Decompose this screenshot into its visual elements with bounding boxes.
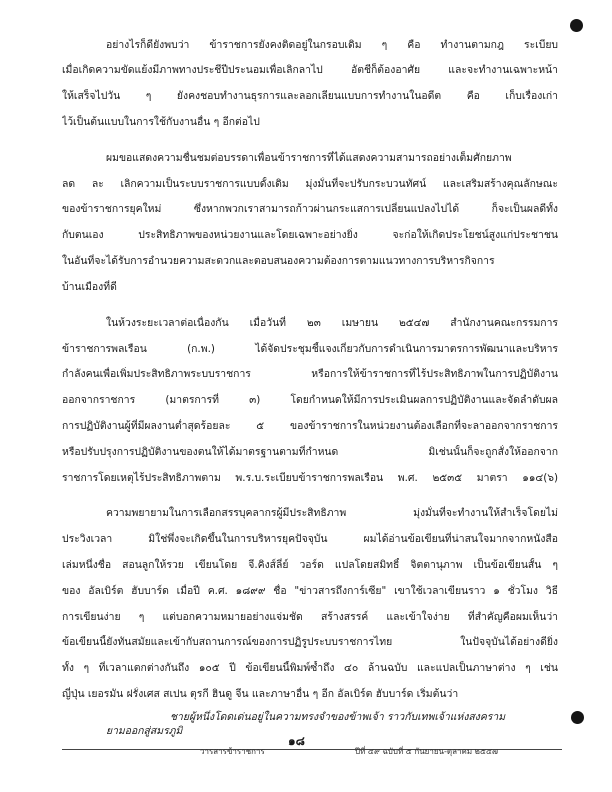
body-line: ความพยายามในการเลือกสรรบุคลากรผู้มีประสิทธิภาพ มุ่งมั่นที่จะทำงานให้สำเร็จโดยไม่ xyxy=(106,507,558,519)
body-line: ออกจากราชการ (มาตรการที่ ๓) โดยกำหนดให้มีการประเมินผลการปฏิบัติงานและจัดลำดับผล xyxy=(62,394,558,406)
page-number: ๑๘ xyxy=(288,734,305,748)
journal-name: วารสารข้าราชการ xyxy=(200,747,265,756)
body-line: ของข้าราชการยุคใหม่ ซึ่งหากพวกเราสามารถก้าวผ่านกระแสการเปลี่ยนแปลงไปได้ ก็จะเป็นผลดีทั้ง xyxy=(62,203,558,215)
body-line: ประวิงเวลา มิใช่พึ่งจะเกิดขึ้นในการบริหารยุคปัจจุบัน ผมได้อ่านข้อเขียนที่น่าสนใจมากจากหนังสือ xyxy=(62,533,558,545)
body-line: กำลังคนเพื่อเพิ่มประสิทธิภาพระบบราชการ หรือการให้ข้าราชการที่ไร้ประสิทธิภาพในการปฏิบัติงาน xyxy=(62,368,558,380)
body-line: กับตนเอง ประสิทธิภาพของหน่วยงานและโดยเฉพาะอย่างยิ่ง จะก่อให้เกิดประโยชน์สูงแก่ประชาชน xyxy=(62,229,558,241)
body-line: บ้านเมืองที่ดี xyxy=(62,281,117,293)
body-line: การเขียนง่าย ๆ แต่บอกความหมายอย่างแจ่มชัด สร้างสรรค์ และเข้าใจง่าย ที่สำคัญคือผมเห็นว่า xyxy=(62,611,558,623)
body-line: การปฏิบัติงานผู้ที่มีผลงานต่ำสุดร้อยละ ๕ ของข้าราชการในหน่วยงานต้องเลือกที่จะลาออกจากราชการ xyxy=(62,420,558,432)
body-line: ในอันที่จะได้รับการอำนวยความสะดวกและตอบสนองความต้องการตามแนวทางการบริหารกิจการ xyxy=(62,255,495,267)
body-line: ไว้เป็นต้นแบบในการใช้กับงานอื่น ๆ อีกต่อไป xyxy=(62,116,260,128)
body-line: ญี่ปุ่น เยอรมัน ฝรั่งเศส สเปน ตุรกี ฮินดู จีน และภาษาอื่น ๆ อีก อัลเบิร์ต ฮับบาร์ด เริ่มต้นว่า xyxy=(62,688,459,700)
body-line: ของ อัลเบิร์ต ฮับบาร์ด เมื่อปี ค.ศ. ๑๘๙๙ ชื่อ "ข่าวสารถึงการ์เซีย" เขาใช้เวลาเขียนราว ๑ ชั่วโมง วิธี xyxy=(62,585,558,597)
issue-info: ปีที่ ๔๙ ฉบับที่ ๕ กันยายน-ตุลาคม ๒๕๔๗ xyxy=(355,747,499,756)
body-line: ข้าราชการพลเรือน (ก.พ.) ได้จัดประชุมชี้แจงเกี่ยวกับการดำเนินการมาตรการพัฒนาและบริหาร xyxy=(62,343,558,355)
body-line: ผมขอแสดงความชื่นชมต่อบรรดาเพื่อนข้าราชการที่ได้แสดงความสามารถอย่างเต็มศักยภาพ xyxy=(106,152,512,164)
binding-hole-mark xyxy=(571,711,584,724)
body-line: ในห้วงระยะเวลาต่อเนื่องกัน เมื่อวันที่ ๒๓ เมษายน ๒๕๔๗ สำนักงานคณะกรรมการ xyxy=(106,317,558,329)
body-line: ราชการโดยเหตุไร้ประสิทธิภาพตาม พ.ร.บ.ระเบียบข้าราชการพลเรือน พ.ศ. ๒๕๓๕ มาตรา ๑๑๔(๖) xyxy=(62,472,558,484)
quote-line: ยามออกสู่สมรภูมิ xyxy=(106,725,183,737)
body-line: ให้เสร็จไปวัน ๆ ยังคงชอบทำงานธุรการและลอกเลียนแบบการทำงานในอดีต คือ เก็บเรื่องเก่า xyxy=(62,90,558,102)
body-line: อย่างไรก็ดียังพบว่า ข้าราชการยังคงติดอยู่ในกรอบเดิม ๆ คือ ทำงานตามกฎ ระเบียบ xyxy=(106,39,558,51)
binding-hole-mark xyxy=(570,19,583,32)
body-line: ทั้ง ๆ ที่เวลาแตกต่างกันถึง ๑๐๕ ปี ข้อเขียนนี้พิมพ์ซ้ำถึง ๔๐ ล้านฉบับ และแปลเป็นภาษาต่าง ๆ เช่น xyxy=(62,662,558,674)
quote-line: ชายผู้หนึ่งโดดเด่นอยู่ในความทรงจำของข้าพเจ้า ราวกับเทพเจ้าแห่งสงคราม xyxy=(170,711,506,723)
body-line: เมื่อเกิดความขัดแย้งมีภาพทางประชีปีประนอมเพื่อเลิกลาไป อัตชีก็ต้องอาศัย และจะทำงานเฉพาะหน้า xyxy=(62,64,558,76)
body-line: หรือปรับปรุงการปฏิบัติงานของตนให้ได้มาตรฐานตามที่กำหนด มิเช่นนั้นก็จะถูกสั่งให้ออกจาก xyxy=(62,446,558,458)
body-line: ข้อเขียนนี้ยังทันสมัยและเข้ากับสถานการณ์ของการปฏิรูประบบราชการไทย ในปัจจุบันได้อย่างดียิ่ง xyxy=(62,636,558,648)
body-line: ลด ละ เลิกความเป็นระบบราชการแบบดั้งเดิม มุ่งมั่นที่จะปรับกระบวนทัศน์ และเสริมสร้างคุณลักษณะ xyxy=(62,178,558,190)
body-line: เล่มหนึ่งชื่อ สอนลูกให้รวย เขียนโดย จี.คิงส์ลี่ย์ วอร์ด แปลโดยสมิทธิ์ จิตตานุภาพ เป็นข้อเขียนสั้น ๆ xyxy=(62,559,558,571)
